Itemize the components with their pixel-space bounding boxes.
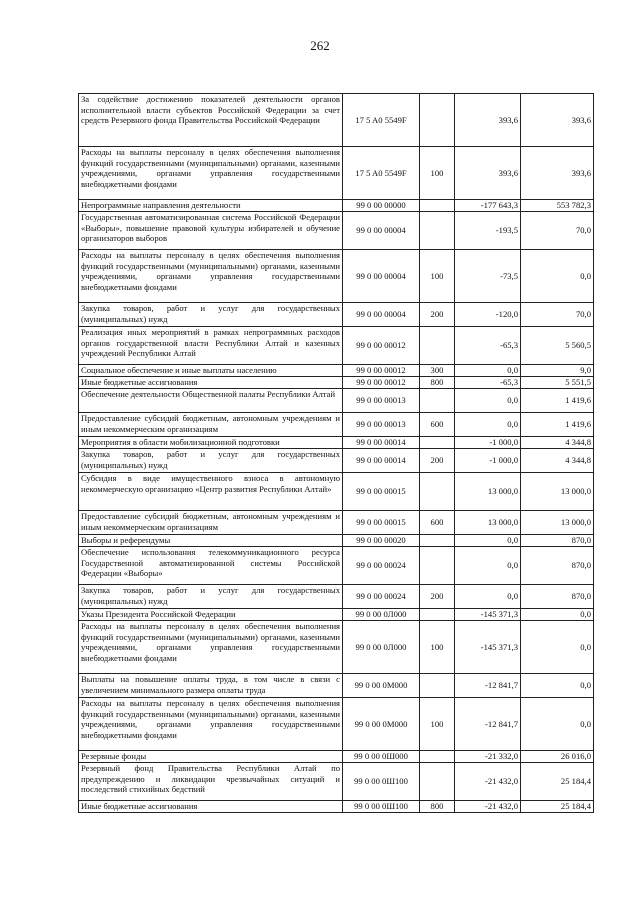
amount-change: -193,5 [455,212,521,250]
table-row [79,511,594,535]
target-article-code: 99 0 00 0Ш000 [343,751,420,763]
expense-name: Реализация иных мероприятий в рамках непрограммных расходов органов государственной власти Республики Алтай и казенных учреждений Республики Алтай [79,327,343,365]
amount-change: 0,0 [455,365,521,377]
expense-type-code [420,473,455,511]
table-row [79,200,594,212]
table-row [79,437,594,449]
amount-change: -12 841,7 [455,674,521,698]
amount-change: -65,3 [455,377,521,389]
amount-change: 13 000,0 [455,511,521,535]
target-article-code: 99 0 00 0Л000 [343,621,420,674]
expense-name: Выборы и референдумы [79,535,343,547]
amount-total: 0,0 [521,674,594,698]
target-article-code: 99 0 00 00004 [343,212,420,250]
expense-name: Мероприятия в области мобилизационной подготовки [79,437,343,449]
amount-total: 0,0 [521,621,594,674]
expense-type-code [420,547,455,585]
expense-name: Предоставление субсидий бюджетным, автономным учреждениям и иным некоммерческим организациям [79,511,343,535]
expense-type-code [420,674,455,698]
table-row [79,413,594,437]
expense-type-code: 200 [420,303,455,327]
expense-name: Расходы на выплаты персоналу в целях обеспечения выполнения функций государственными (муниципальными) органами, казенными учреждениями, органами управления государственными внебюджетными фондами [79,147,343,200]
amount-total: 1 419,6 [521,413,594,437]
expense-type-code: 600 [420,413,455,437]
expense-type-code: 100 [420,698,455,751]
expense-name: Обеспечение использования телекоммуникационного ресурса Государственной автоматизированной системы Российской Федерации «Выборы» [79,547,343,585]
amount-total: 25 184,4 [521,763,594,801]
expense-type-code: 100 [420,621,455,674]
target-article-code: 99 0 00 00004 [343,303,420,327]
amount-change: -21 432,0 [455,801,521,813]
amount-change: -21 332,0 [455,751,521,763]
amount-change: 0,0 [455,413,521,437]
amount-change: 393,6 [455,94,521,147]
table-row [79,751,594,763]
target-article-code: 99 0 00 0Л000 [343,609,420,621]
amount-total: 4 344,8 [521,437,594,449]
amount-total: 70,0 [521,303,594,327]
table-row [79,763,594,801]
expense-type-code [420,609,455,621]
expense-type-code: 200 [420,449,455,473]
amount-total: 393,6 [521,147,594,200]
table-row [79,547,594,585]
expense-type-code: 600 [420,511,455,535]
target-article-code: 99 0 00 00000 [343,200,420,212]
table-row [79,609,594,621]
budget-table [78,93,594,813]
expense-name: Резервный фонд Правительства Республики Алтай по предупреждению и ликвидации чрезвычайных ситуаций и последствий стихийных бедствий [79,763,343,801]
target-article-code: 99 0 00 00012 [343,365,420,377]
target-article-code: 99 0 00 00020 [343,535,420,547]
expense-type-code: 300 [420,365,455,377]
target-article-code: 99 0 00 00024 [343,547,420,585]
target-article-code: 99 0 00 00015 [343,473,420,511]
expense-type-code [420,389,455,413]
amount-change: -73,5 [455,250,521,303]
expense-type-code: 200 [420,585,455,609]
expense-name: Закупка товаров, работ и услуг для государственных (муниципальных) нужд [79,449,343,473]
table-row [79,377,594,389]
amount-change: 393,6 [455,147,521,200]
amount-total: 9,0 [521,365,594,377]
table-row [79,303,594,327]
target-article-code: 99 0 00 00012 [343,377,420,389]
expense-type-code: 800 [420,377,455,389]
amount-total: 870,0 [521,535,594,547]
target-article-code: 99 0 00 00013 [343,413,420,437]
amount-total: 5 551,5 [521,377,594,389]
expense-type-code [420,751,455,763]
expense-type-code [420,212,455,250]
expense-name: Непрограммные направления деятельности [79,200,343,212]
amount-total: 870,0 [521,547,594,585]
expense-name: Выплаты на повышение оплаты труда, в том числе в связи с увеличением минимального размера оплаты труда [79,674,343,698]
expense-type-code [420,94,455,147]
expense-type-code [420,763,455,801]
expense-name: Социальное обеспечение и иные выплаты населению [79,365,343,377]
amount-change: -1 000,0 [455,449,521,473]
amount-total: 553 782,3 [521,200,594,212]
amount-change: -65,3 [455,327,521,365]
target-article-code: 99 0 00 0Ш100 [343,763,420,801]
target-article-code: 99 0 00 0М000 [343,674,420,698]
amount-change: 0,0 [455,547,521,585]
target-article-code: 99 0 00 00004 [343,250,420,303]
amount-total: 26 016,0 [521,751,594,763]
amount-total: 0,0 [521,698,594,751]
table-row [79,94,594,147]
amount-total: 25 184,4 [521,801,594,813]
amount-total: 70,0 [521,212,594,250]
expense-name: Предоставление субсидий бюджетным, автономным учреждениям и иным некоммерческим организациям [79,413,343,437]
amount-change: -1 000,0 [455,437,521,449]
amount-total: 0,0 [521,609,594,621]
amount-change: -120,0 [455,303,521,327]
table-row [79,250,594,303]
expense-type-code [420,200,455,212]
expense-name: Закупка товаров, работ и услуг для государственных (муниципальных) нужд [79,303,343,327]
table-row [79,801,594,813]
expense-name: Иные бюджетные ассигнования [79,377,343,389]
table-row [79,212,594,250]
expense-type-code: 100 [420,250,455,303]
target-article-code: 99 0 00 00012 [343,327,420,365]
table-row [79,473,594,511]
expense-name: За содействие достижению показателей деятельности органов исполнительной власти субъектов Российской Федерации за счет средств Резервного фонда Правительства Российской Федерации [79,94,343,147]
expense-type-code: 800 [420,801,455,813]
amount-change: 0,0 [455,389,521,413]
amount-change: -145 371,3 [455,609,521,621]
target-article-code: 99 0 00 00014 [343,449,420,473]
expense-name: Указы Президента Российской Федерации [79,609,343,621]
amount-total: 393,6 [521,94,594,147]
amount-change: -145 371,3 [455,621,521,674]
expense-name: Резервные фонды [79,751,343,763]
table-row [79,147,594,200]
target-article-code: 99 0 00 0М000 [343,698,420,751]
expense-name: Расходы на выплаты персоналу в целях обеспечения выполнения функций государственными (муниципальными) органами, казенными учреждениями, органами управления государственными внебюджетными фондами [79,621,343,674]
table-row [79,389,594,413]
page-number: 262 [310,38,330,53]
amount-total: 0,0 [521,250,594,303]
table-row [79,698,594,751]
amount-total: 870,0 [521,585,594,609]
expense-type-code [420,437,455,449]
table-row [79,535,594,547]
expense-name: Закупка товаров, работ и услуг для государственных (муниципальных) нужд [79,585,343,609]
table-row [79,674,594,698]
amount-change: 0,0 [455,585,521,609]
amount-change: 0,0 [455,535,521,547]
expense-name: Расходы на выплаты персоналу в целях обеспечения выполнения функций государственными (муниципальными) органами, казенными учреждениями, органами управления государственными внебюджетными фондами [79,698,343,751]
amount-total: 13 000,0 [521,511,594,535]
expense-name: Расходы на выплаты персоналу в целях обеспечения выполнения функций государственными (муниципальными) органами, казенными учреждениями, органами управления государственными внебюджетными фондами [79,250,343,303]
table-row [79,585,594,609]
expense-name: Обеспечение деятельности Общественной палаты Республики Алтай [79,389,343,413]
amount-change: -21 432,0 [455,763,521,801]
amount-total: 13 000,0 [521,473,594,511]
target-article-code: 99 0 00 00014 [343,437,420,449]
table-row [79,449,594,473]
table-row [79,327,594,365]
target-article-code: 99 0 00 00013 [343,389,420,413]
expense-type-code: 100 [420,147,455,200]
table-row [79,365,594,377]
expense-name: Иные бюджетные ассигнования [79,801,343,813]
amount-total: 4 344,8 [521,449,594,473]
expense-type-code [420,327,455,365]
target-article-code: 17 5 A0 5549F [343,94,420,147]
amount-total: 5 560,5 [521,327,594,365]
table-row [79,621,594,674]
amount-total: 1 419,6 [521,389,594,413]
target-article-code: 99 0 00 00015 [343,511,420,535]
expense-name: Субсидия в виде имущественного взноса в автономную некоммерческую организацию «Центр развития Республики Алтай» [79,473,343,511]
amount-change: -12 841,7 [455,698,521,751]
amount-change: 13 000,0 [455,473,521,511]
target-article-code: 99 0 00 00024 [343,585,420,609]
target-article-code: 17 5 A0 5549F [343,147,420,200]
target-article-code: 99 0 00 0Ш100 [343,801,420,813]
expense-type-code [420,535,455,547]
expense-name: Государственная автоматизированная система Российской Федерации «Выборы», повышение правовой культуры избирателей и обучение организаторов выборов [79,212,343,250]
amount-change: -177 643,3 [455,200,521,212]
